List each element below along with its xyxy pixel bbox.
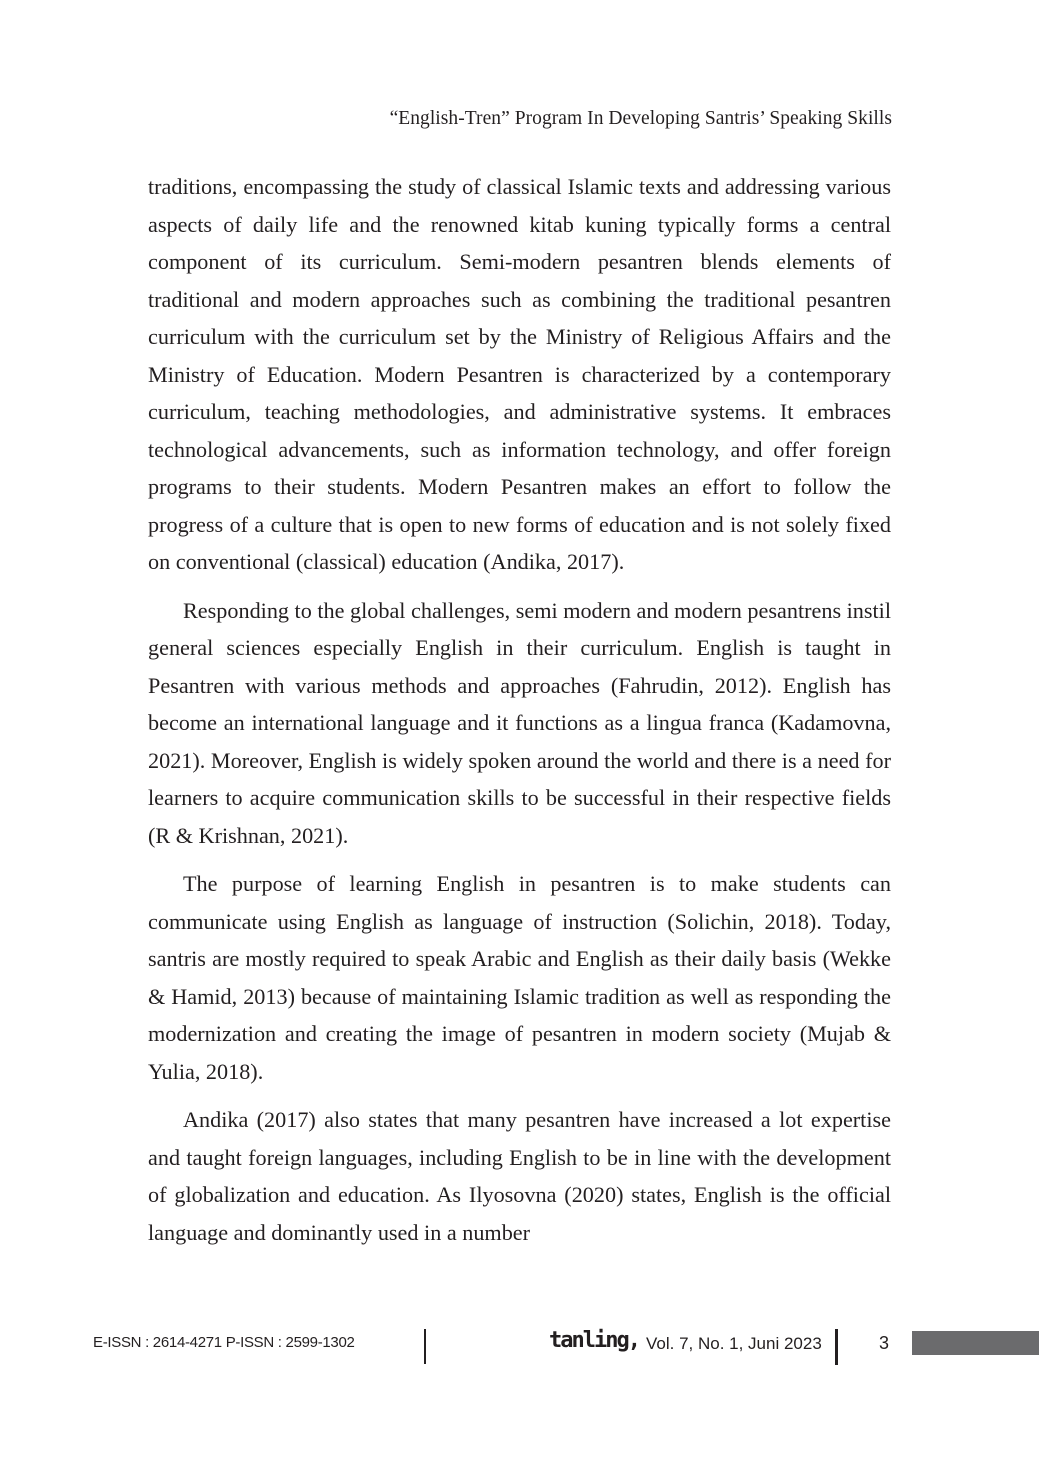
volume-info: Vol. 7, No. 1, Juni 2023 [646, 1334, 822, 1353]
journal-logo: tanling, [549, 1328, 639, 1353]
page-bar-decoration [912, 1331, 1039, 1355]
footer-divider [424, 1329, 426, 1364]
issn-text: E-ISSN : 2614-4271 P-ISSN : 2599-1302 [93, 1334, 355, 1351]
paragraph-1: traditions, encompassing the study of classical Islamic texts and addressing various aspects of daily life and the renowned kitab kuning typically forms a central component of its curriculum. Semi-modern pesantren blends elements of traditional and modern approaches such as combining the traditional pesantren curriculum with the curriculum set by the Ministry of Religious Affairs and the Ministry of Education. Modern Pesantren is characterized by a contemporary curriculum, teaching methodologies, and administrative systems. It embraces technological advancements, such as information technology, and offer foreign programs to their students. Modern Pesantren makes an effort to follow the progress of a culture that is open to new forms of education and is not solely fixed on conventional (classical) education (Andika, 2017). [148, 174, 891, 574]
page-footer [0, 1325, 1039, 1369]
paragraph-3: The purpose of learning English in pesantren is to make students can communicate using English as language of instruction (Solichin, 2018). Today, santris are mostly required to speak Arabic and English as their daily basis (Wekke & Hamid, 2013) because of maintaining Islamic tradition as well as responding the modernization and creating the image of pesantren in modern society (Mujab & Yulia, 2018). [148, 871, 891, 1084]
body-text [148, 168, 891, 1262]
paragraph-4: Andika (2017) also states that many pesantren have increased a lot expertise and taught foreign languages, including English to be in line with the development of globalization and education. As Ilyosovna (2020) states, English is the official language and dominantly used in a number [148, 1107, 891, 1245]
footer-divider [835, 1329, 838, 1365]
running-header: “English-Tren” Program In Developing Santris’ Speaking Skills [389, 108, 892, 129]
page-number: 3 [879, 1333, 890, 1353]
paragraph-2: Responding to the global challenges, semi modern and modern pesantrens instil general sciences especially English in their curriculum. English is taught in Pesantren with various methods and approaches (Fahrudin, 2012). English has become an international language and it functions as a lingua franca (Kadamovna, 2021). Moreover, English is widely spoken around the world and there is a need for learners to acquire communication skills to be successful in their respective fields (R & Krishnan, 2021). [148, 597, 892, 848]
